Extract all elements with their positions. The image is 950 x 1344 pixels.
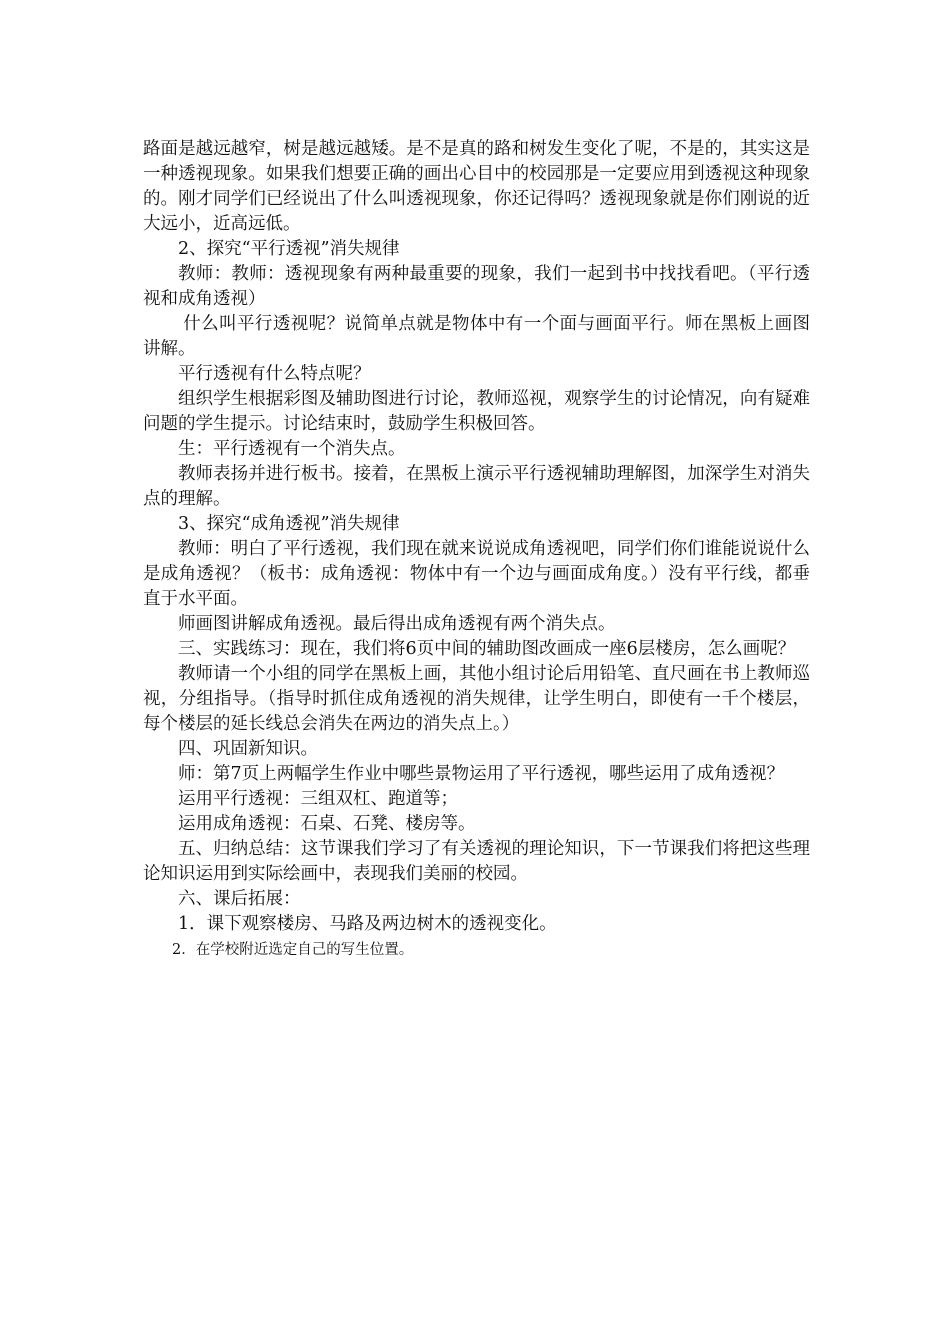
paragraph-parallel-examples: 运用平行透视：三组双杠、跑道等；: [178, 789, 458, 809]
paragraph-teacher-two-types: 教师：教师：透视现象有两种最重要的现象，我们一起到书中找找看吧。（平行透视和成角透视）: [143, 264, 810, 309]
paragraph-parallel-definition: 什么叫平行透视呢？说简单点就是物体中有一个面与画面平行。师在黑板上画图讲解。: [143, 314, 810, 359]
heading-extension: 六、课后拓展：: [178, 889, 301, 909]
paragraph-angular-examples: 运用成角透视：石桌、石凳、楼房等。: [178, 814, 476, 834]
paragraph-teacher-praise: 教师表扬并进行板书。接着，在黑板上演示平行透视辅助理解图，加深学生对消失点的理解。: [143, 464, 810, 509]
paragraph-practice-instructions: 教师请一个小组的同学在黑板上画，其他小组讨论后用铅笔、直尺画在书上教师巡视，分组指导。（指导时抓住成角透视的消失规律，让学生明白，即使有一千个楼层，每个楼层的延长线总会消失在两边的消失点上。）: [143, 664, 810, 734]
paragraph-group-discussion: 组织学生根据彩图及辅助图进行讨论，教师巡视，观察学生的讨论情况，向有疑难问题的学生提示。讨论结束时，鼓励学生积极回答。: [143, 389, 810, 434]
heading-summary: 五、归纳总结：这节课我们学习了有关透视的理论知识，下一节课我们将把这些理论知识运用到实际绘画中，表现我们美丽的校园。: [143, 839, 810, 884]
document-body: [143, 137, 810, 963]
list-item-extension-1: 1．课下观察楼房、马路及两边树木的透视变化。: [178, 914, 557, 934]
paragraph-page7-question: 师：第7页上两幅学生作业中哪些景物运用了平行透视，哪些运用了成角透视？: [178, 764, 785, 784]
heading-practice: 三、实践练习：现在，我们将6页中间的辅助图改画成一座6层楼房，怎么画呢？: [178, 639, 796, 659]
heading-angular-perspective: 3、探究“成角透视”消失规律: [178, 514, 400, 534]
heading-parallel-perspective: 2、探究“平行透视”消失规律: [178, 239, 400, 259]
paragraph-angular-vanishing-points: 师画图讲解成角透视。最后得出成角透视有两个消失点。: [178, 614, 616, 634]
list-item-extension-2: 2．在学校附近选定自己的写生位置。: [172, 942, 414, 958]
paragraph-parallel-question: 平行透视有什么特点呢？: [178, 364, 371, 384]
paragraph-student-answer: 生：平行透视有一个消失点。: [178, 439, 406, 459]
paragraph-angular-definition: 教师：明白了平行透视，我们现在就来说说成角透视吧，同学们你们谁能说说什么是成角透视？（板书：成角透视：物体中有一个边与画面成角度。）没有平行线，都垂直于水平面。: [143, 539, 810, 609]
paragraph-intro: 路面是越远越窄，树是越远越矮。是不是真的路和树发生变化了呢，不是的，其实这是一种透视现象。如果我们想要正确的画出心目中的校园那是一定要应用到透视这种现象的。刚才同学们已经说出了什么叫透视现象，你还记得吗？透视现象就是你们刚说的近大远小，近高远低。: [143, 139, 810, 234]
heading-consolidate: 四、巩固新知识。: [178, 739, 318, 759]
